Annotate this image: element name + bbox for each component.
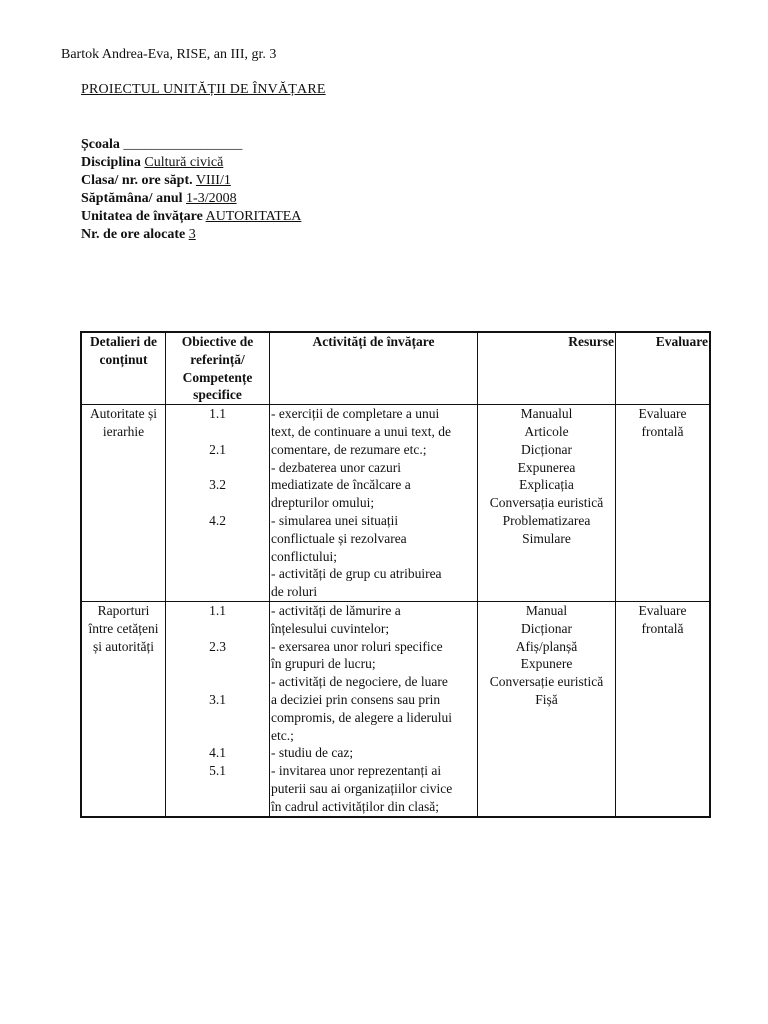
cell-line xyxy=(167,673,268,691)
table-header-row xyxy=(81,332,710,405)
cell-line xyxy=(167,620,268,638)
cell-line: text, de continuare a unui text, de xyxy=(271,423,451,439)
cell-line: între cetățeni xyxy=(88,620,159,636)
cell-line: Afiș/planșă xyxy=(515,638,578,654)
cell-content xyxy=(81,601,166,816)
cell-line: 2.3 xyxy=(209,638,226,654)
meta-value: 3 xyxy=(188,227,196,242)
meta-label: Unitatea de învățare xyxy=(81,209,203,224)
cell-line xyxy=(167,494,268,512)
cell-line: - exerciții de completare a unui xyxy=(271,406,440,422)
cell-line: drepturilor omului; xyxy=(271,495,375,511)
meta-ore xyxy=(81,226,301,244)
cell-line: 3.2 xyxy=(209,477,226,493)
cell-line xyxy=(167,655,268,673)
cell-line: a deciziei prin consens sau prin xyxy=(271,691,441,707)
meta-unitatea xyxy=(81,208,301,226)
cell-line: - activități de lămurire a xyxy=(271,602,401,618)
cell-line: 3.1 xyxy=(209,691,226,707)
cell-line: Conversație euristică xyxy=(489,674,604,690)
cell-line: de roluri xyxy=(271,584,318,600)
cell-line: Explicația xyxy=(519,477,574,493)
cell-line: - dezbaterea unor cazuri xyxy=(271,459,402,475)
cell-line: 5.1 xyxy=(209,763,226,779)
cell-line: Raporturi xyxy=(97,602,150,618)
cell-line: Simulare xyxy=(522,530,571,546)
cell-line: - simularea unei situații xyxy=(271,512,399,528)
column-header-content: Detalieri de conținut xyxy=(81,332,166,405)
cell-line: - activități de negociere, de luare xyxy=(271,674,448,690)
cell-line: puterii sau ai organizațiilor civice xyxy=(271,780,453,796)
column-header-evaluation: Evaluare xyxy=(616,332,711,405)
cell-line: Manual xyxy=(525,602,568,618)
meta-value: _________________ xyxy=(123,137,243,152)
table-row xyxy=(81,601,710,816)
cell-line xyxy=(167,423,268,441)
meta-clasa xyxy=(81,172,301,190)
cell-line: 4.1 xyxy=(209,745,226,761)
cell-line: compromis, de alegere a liderului xyxy=(271,709,453,725)
cell-activities xyxy=(270,405,478,602)
cell-line: Manualul xyxy=(520,406,573,422)
meta-label: Clasa/ nr. ore săpt. xyxy=(81,173,193,188)
column-header-activities: Activități de învățare xyxy=(270,332,478,405)
meta-label: Nr. de ore alocate xyxy=(81,227,186,242)
meta-value: AUTORITATEA xyxy=(205,209,302,224)
cell-line: conflictuale și rezolvarea xyxy=(271,530,407,546)
cell-line: frontală xyxy=(641,620,684,636)
cell-line: Problematizarea xyxy=(502,512,591,528)
cell-line: conflictului; xyxy=(271,548,337,564)
cell-line: 4.2 xyxy=(209,512,226,528)
cell-line: Conversația euristică xyxy=(489,495,604,511)
meta-label: Disciplina xyxy=(81,155,141,170)
column-header-resources: Resurse xyxy=(478,332,616,405)
cell-line: - activități de grup cu atribuirea xyxy=(271,566,442,582)
project-meta xyxy=(81,136,301,244)
cell-resources xyxy=(478,405,616,602)
cell-line: mediatizate de încălcare a xyxy=(271,477,411,493)
cell-line: Evaluare xyxy=(638,602,687,618)
cell-objectives xyxy=(166,405,270,602)
cell-resources xyxy=(478,601,616,816)
cell-evaluation xyxy=(616,405,711,602)
cell-line: 1.1 xyxy=(209,406,226,422)
cell-line: în cadrul activităților din clasă; xyxy=(271,798,439,814)
learning-unit-table xyxy=(80,331,711,818)
cell-line: frontală xyxy=(641,423,684,439)
cell-line: - invitarea unor reprezentanți ai xyxy=(271,763,442,779)
cell-content xyxy=(81,405,166,602)
meta-value: VIII/1 xyxy=(195,173,231,188)
cell-line: Dicționar xyxy=(521,620,572,636)
cell-line: ierarhie xyxy=(102,423,145,439)
cell-line: Articole xyxy=(524,423,569,439)
cell-line: etc.; xyxy=(271,727,294,743)
cell-line: 2.1 xyxy=(209,441,226,457)
meta-value: Cultură civică xyxy=(144,155,224,170)
cell-line: 1.1 xyxy=(209,602,226,618)
cell-line: Dicționar xyxy=(521,441,572,457)
cell-line: comentare, de rezumare etc.; xyxy=(271,441,427,457)
cell-line: Evaluare xyxy=(638,406,687,422)
cell-line: Fișă xyxy=(535,691,558,707)
cell-line: Autoritate și xyxy=(89,406,158,422)
meta-scoala xyxy=(81,136,301,154)
cell-line: - studiu de caz; xyxy=(271,745,354,761)
column-header-objectives: Obiective de referință/ Competențe specifice xyxy=(166,332,270,405)
cell-line: înțelesului cuvintelor; xyxy=(271,620,390,636)
cell-line: - exersarea unor roluri specifice xyxy=(271,638,443,654)
cell-line xyxy=(167,727,268,745)
cell-line xyxy=(167,459,268,477)
meta-label: Săptămâna/ anul xyxy=(81,191,183,206)
table-row xyxy=(81,405,710,602)
document-title: PROIECTUL UNITĂȚII DE ÎNVĂȚARE xyxy=(81,82,326,97)
meta-label: Școala xyxy=(81,137,120,152)
cell-line: și autorități xyxy=(92,638,155,654)
meta-value: 1-3/2008 xyxy=(186,191,237,206)
cell-objectives xyxy=(166,601,270,816)
meta-saptamana xyxy=(81,190,301,208)
author-line: Bartok Andrea-Eva, RISE, an III, gr. 3 xyxy=(61,47,277,62)
table-body xyxy=(81,405,710,817)
cell-line xyxy=(167,709,268,727)
cell-activities xyxy=(270,601,478,816)
cell-line: în grupuri de lucru; xyxy=(271,656,376,672)
cell-evaluation xyxy=(616,601,711,816)
cell-line: Expunerea xyxy=(517,459,576,475)
cell-line: Expunere xyxy=(520,656,573,672)
meta-disciplina xyxy=(81,154,301,172)
